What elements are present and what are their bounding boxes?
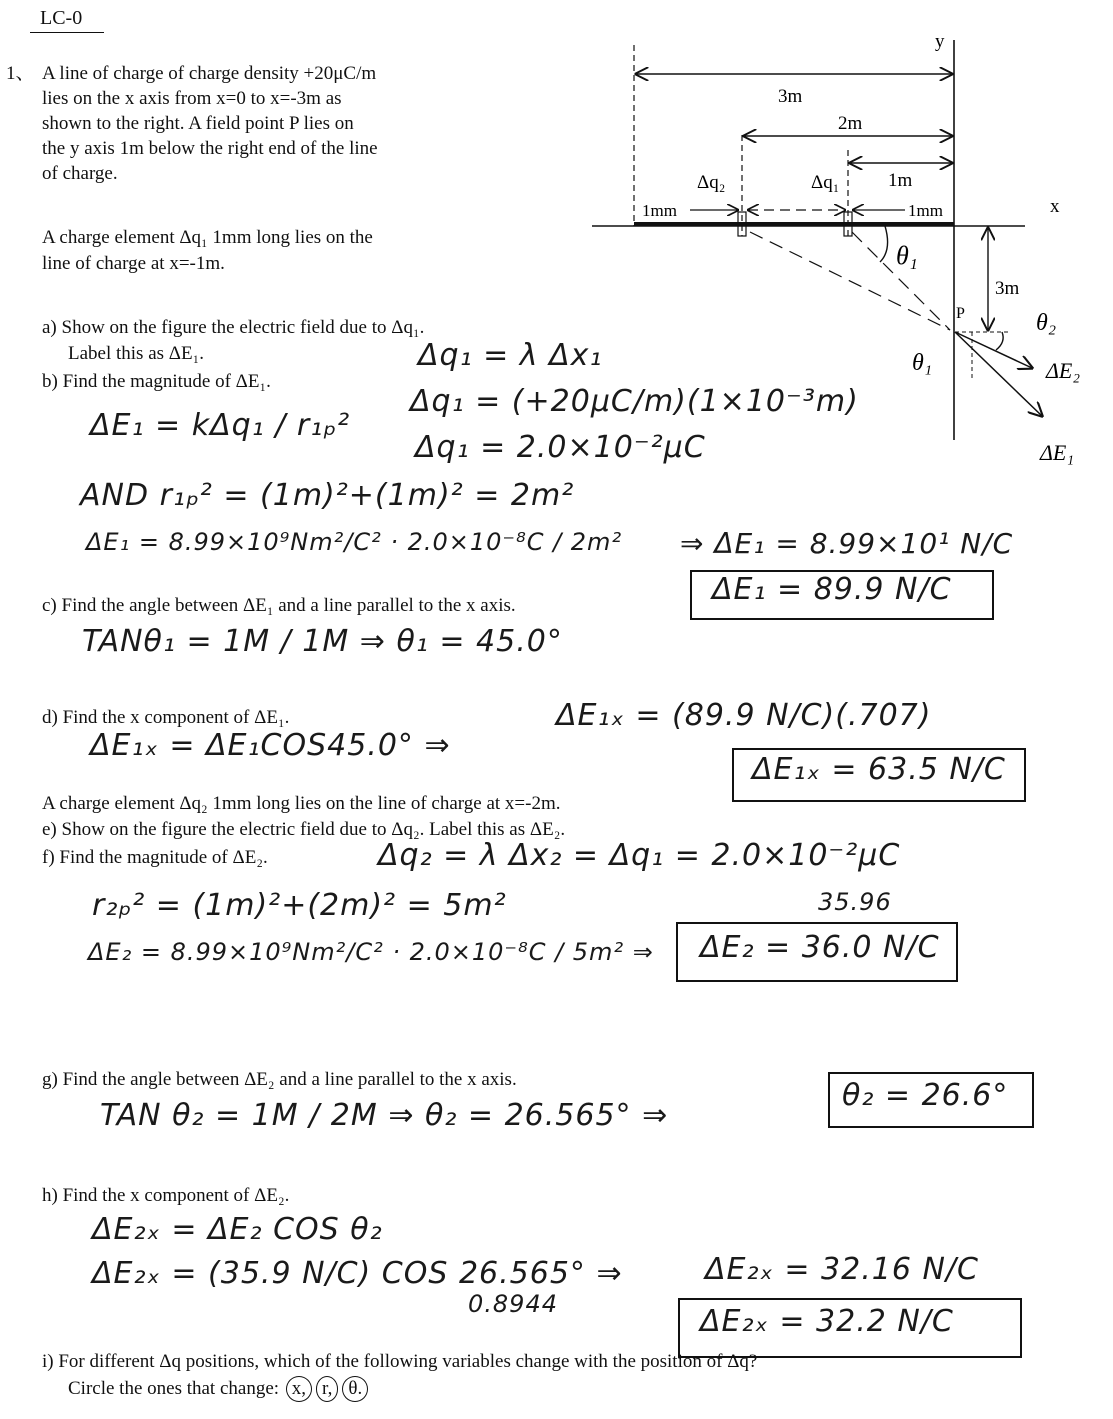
statement-line-2: lies on the x axis from x=0 to x=-3m as — [42, 88, 342, 109]
g-answer: θ₂ = 26.6° — [842, 1078, 1009, 1113]
point-p-label: P — [956, 305, 965, 322]
question-c: c) Find the angle between ΔE₁ and a line parallel to the x axis. — [42, 595, 516, 616]
element1-line-1: A charge element Δq₁ 1mm long lies on the — [42, 227, 373, 248]
vertical-dim-label: 3m — [995, 278, 1020, 299]
question-d: d) Find the x component of ΔE₁. — [42, 707, 290, 728]
question-i-line-1: i) For different Δq positions, which of the following variables change with the position of Δq? — [42, 1351, 758, 1372]
question-b: b) Find the magnitude of ΔE₁. — [42, 371, 271, 392]
dim-3m-label: 3m — [778, 86, 803, 107]
mm-left-label: 1mm — [642, 201, 677, 220]
question-a-line-1: a) Show on the figure the electric field due to Δq₁. — [42, 317, 425, 338]
question-h: h) Find the x component of ΔE₂. — [42, 1185, 290, 1206]
question-i-line-2 — [68, 1376, 370, 1402]
statement-line-5: of charge. — [42, 163, 118, 184]
x-axis-label: x — [1050, 196, 1060, 217]
statement-line-3: shown to the right. A field point P lies on — [42, 113, 354, 134]
f-dq2: Δq₂ = λ Δx₂ = Δq₁ = 2.0×10⁻²μC — [378, 838, 901, 873]
f-answer: ΔE₂ = 36.0 N/C — [700, 930, 940, 965]
dq1-label: Δq₁ — [811, 172, 840, 193]
dE2-label: ΔE₂ — [1046, 358, 1080, 383]
g-work: TAN θ₂ = 1M / 2M ⇒ θ₂ = 26.565° ⇒ — [100, 1098, 669, 1133]
dim-1m-label: 1m — [888, 170, 913, 191]
b-result: ⇒ ΔE₁ = 8.99×10¹ N/C — [680, 527, 1014, 560]
theta2-label: θ₂ — [1036, 310, 1057, 336]
dE1-vector — [955, 332, 1042, 416]
f-calc: ΔE₂ = 8.99×10⁹Nm²/C² · 2.0×10⁻⁸C / 5m² ⇒ — [88, 938, 654, 966]
statement-line-4: the y axis 1m below the right end of the line — [42, 138, 378, 159]
b-dq1-definition: Δq₁ = λ Δx₁ — [418, 338, 603, 373]
question-g: g) Find the angle between ΔE₂ and a line parallel to the x axis. — [42, 1069, 517, 1090]
option-theta-circled: θ. — [342, 1376, 368, 1402]
b-formula: ΔE₁ = kΔq₁ / r₁ₚ² — [90, 408, 351, 443]
y-axis-label: y — [935, 31, 945, 52]
option-x-circled: x, — [286, 1376, 312, 1402]
page-code: LC-0 — [40, 7, 83, 29]
mm-right-label: 1mm — [908, 201, 943, 220]
theta1-arc — [880, 226, 888, 262]
f-r-squared: r₂ₚ² = (1m)²+(2m)² = 5m² — [92, 888, 507, 923]
b-answer: ΔE₁ = 89.9 N/C — [712, 572, 952, 607]
element2-statement: A charge element Δq₂ 1mm long lies on the line of charge at x=-2m. — [42, 793, 561, 814]
c-work: TANθ₁ = 1M / 1M ⇒ θ₁ = 45.0° — [82, 624, 563, 659]
f-note: 35.96 — [818, 888, 892, 916]
element1-line-2: line of charge at x=-1m. — [42, 253, 225, 274]
question-i-prompt: Circle the ones that change: — [68, 1378, 280, 1399]
dq2-to-p-line — [750, 232, 950, 330]
b-calc: ΔE₁ = 8.99×10⁹Nm²/C² · 2.0×10⁻⁸C / 2m² — [86, 528, 623, 556]
theta2-arc — [996, 332, 1003, 350]
dE1-label: ΔE₁ — [1040, 440, 1074, 465]
d-work: ΔE₁ₓ = ΔE₁COS45.0° ⇒ — [90, 728, 451, 763]
h-answer: ΔE₂ₓ = 32.2 N/C — [700, 1304, 954, 1339]
h-result: ΔE₂ₓ = 32.16 N/C — [705, 1252, 979, 1287]
statement-line-1: A line of charge of charge density +20μC/m — [42, 63, 377, 84]
theta1-label: θ₁ — [896, 241, 918, 270]
h-note: 0.8944 — [468, 1290, 558, 1318]
d-calc: ΔE₁ₓ = (89.9 N/C)(.707) — [556, 698, 932, 733]
d-answer: ΔE₁ₓ = 63.5 N/C — [752, 752, 1006, 787]
question-a-line-2: Label this as ΔE₁. — [68, 343, 204, 364]
h-work-1: ΔE₂ₓ = ΔE₂ COS θ₂ — [92, 1212, 383, 1247]
problem-number: 1、 — [6, 63, 35, 84]
b-dq1-calc: Δq₁ = (+20μC/m)(1×10⁻³m) — [410, 384, 859, 419]
theta1-p-label: θ₁ — [912, 350, 933, 376]
b-dq1-value: Δq₁ = 2.0×10⁻²μC — [415, 430, 706, 465]
h-work-2: ΔE₂ₓ = (35.9 N/C) COS 26.565° ⇒ — [92, 1256, 623, 1291]
question-f: f) Find the magnitude of ΔE₂. — [42, 847, 268, 868]
b-r-squared: AND r₁ₚ² = (1m)²+(1m)² = 2m² — [80, 478, 575, 513]
question-e: e) Show on the figure the electric field due to Δq₂. Label this as ΔE₂. — [42, 819, 566, 840]
dE2-vector — [955, 332, 1032, 368]
dim-2m-label: 2m — [838, 113, 863, 134]
dq2-label: Δq₂ — [697, 172, 726, 193]
option-r-circled: r, — [316, 1376, 338, 1402]
